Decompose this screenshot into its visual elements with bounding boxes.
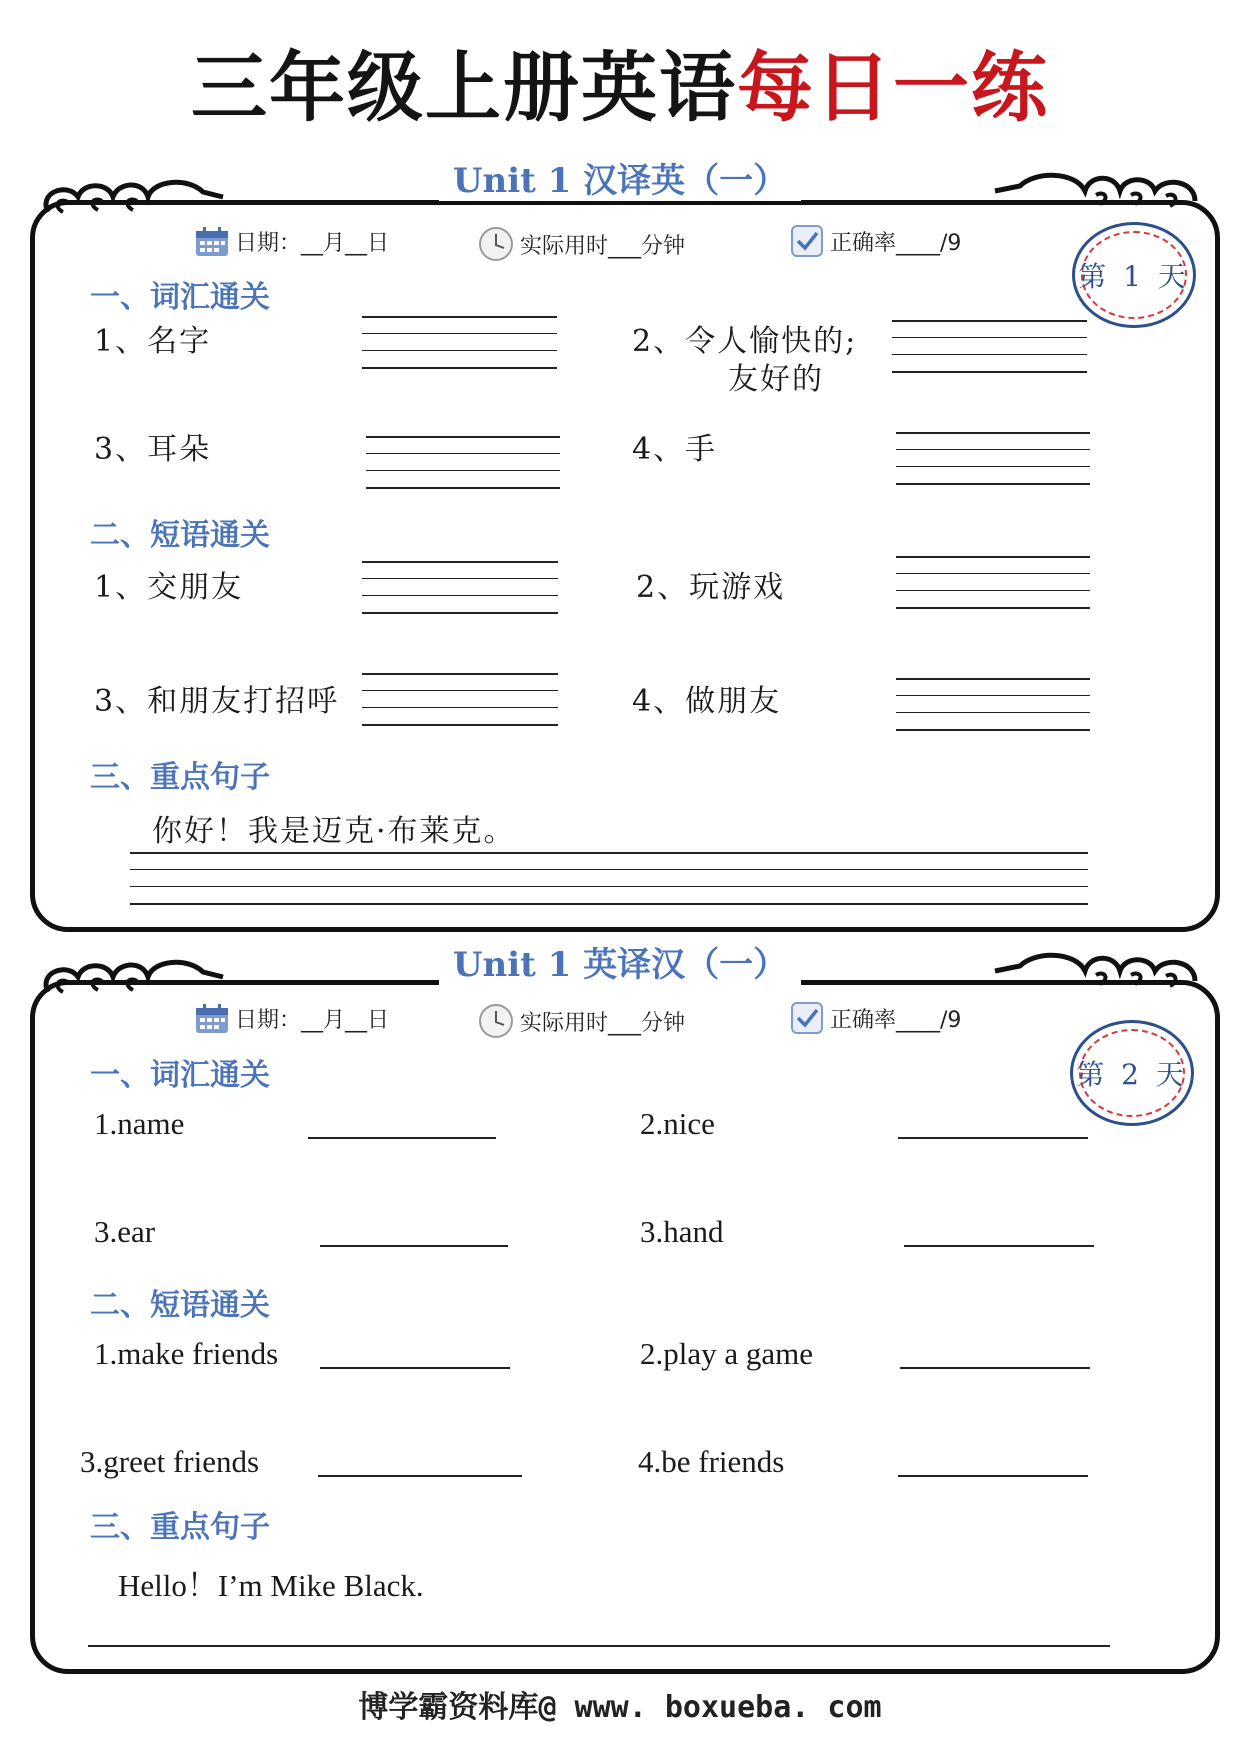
heading-vocabulary: 一、词汇通关 [90, 280, 270, 315]
vocab-item: 1、名字 [94, 324, 212, 359]
heading-sentence: 三、重点句子 [90, 1510, 270, 1545]
calendar-icon [195, 227, 229, 257]
answer-blank[interactable] [320, 1367, 510, 1369]
writing-grid[interactable] [896, 432, 1090, 486]
writing-grid[interactable] [366, 436, 560, 490]
accuracy-field: 正确率____/9 [790, 1001, 961, 1035]
date-field: 日期：__月__日 [195, 226, 389, 257]
phrase-item: 1.make friends [94, 1336, 279, 1371]
footer-watermark: 博学霸资料库@ www. boxueba. com [358, 1690, 882, 1725]
key-sentence: Hello！I’m Mike Black. [118, 1568, 424, 1603]
writing-grid[interactable] [362, 673, 558, 727]
phrase-item: 1、交朋友 [94, 570, 244, 605]
answer-blank[interactable] [900, 1367, 1090, 1369]
writing-grid[interactable] [896, 678, 1090, 732]
phrase-item: 3.greet friends [80, 1444, 260, 1479]
vocab-item: 4、手 [632, 432, 718, 467]
phrase-item: 4.be friends [638, 1444, 785, 1479]
heading-sentence: 三、重点句子 [90, 760, 270, 795]
section-title-day-2: Unit 1 英译汉（一） [0, 937, 1240, 986]
heading-vocabulary: 一、词汇通关 [90, 1058, 270, 1093]
phrase-item: 3、和朋友打招呼 [94, 684, 340, 719]
writing-grid[interactable] [892, 320, 1087, 374]
clock-icon [478, 226, 514, 262]
key-sentence: 你好！我是迈克·布莱克。 [152, 814, 516, 849]
accuracy-field: 正确率____/9 [790, 224, 961, 258]
sentence-answer-blank[interactable] [88, 1645, 1110, 1647]
checkbox-icon [790, 1001, 824, 1035]
page-title: 三年级上册英语每日一练 [191, 43, 1049, 132]
day-stamp: 第 1 天 [1072, 222, 1196, 328]
phrase-item: 4、做朋友 [632, 684, 782, 719]
answer-blank[interactable] [320, 1245, 508, 1247]
vocab-item: 2、令人愉快的; [632, 324, 858, 359]
section-title-day-1: Unit 1 汉译英（一） [0, 153, 1240, 202]
vocab-item-continued: 友好的 [728, 362, 824, 397]
writing-grid[interactable] [896, 556, 1090, 610]
clock-icon [478, 1003, 514, 1039]
writing-grid[interactable] [362, 316, 557, 370]
writing-grid[interactable] [362, 561, 558, 615]
time-field: 实际用时___分钟 [478, 226, 685, 262]
phrase-item: 2.play a game [640, 1336, 814, 1371]
time-field: 实际用时___分钟 [478, 1003, 685, 1039]
vocab-item: 3、耳朵 [94, 432, 212, 467]
checkbox-icon [790, 224, 824, 258]
calendar-icon [195, 1004, 229, 1034]
answer-blank[interactable] [904, 1245, 1094, 1247]
heading-phrases: 二、短语通关 [90, 518, 270, 553]
answer-blank[interactable] [318, 1475, 522, 1477]
vocab-item: 3.ear [94, 1214, 156, 1249]
heading-phrases: 二、短语通关 [90, 1288, 270, 1323]
answer-blank[interactable] [308, 1137, 496, 1139]
vocab-item: 2.nice [640, 1106, 715, 1141]
vocab-item: 1.name [94, 1106, 185, 1141]
answer-blank[interactable] [898, 1475, 1088, 1477]
date-field: 日期：__月__日 [195, 1003, 389, 1034]
day-stamp: 第 2 天 [1070, 1020, 1194, 1126]
sentence-writing-grid[interactable] [130, 852, 1088, 906]
phrase-item: 2、玩游戏 [636, 570, 786, 605]
vocab-item: 3.hand [640, 1214, 724, 1249]
answer-blank[interactable] [898, 1137, 1088, 1139]
